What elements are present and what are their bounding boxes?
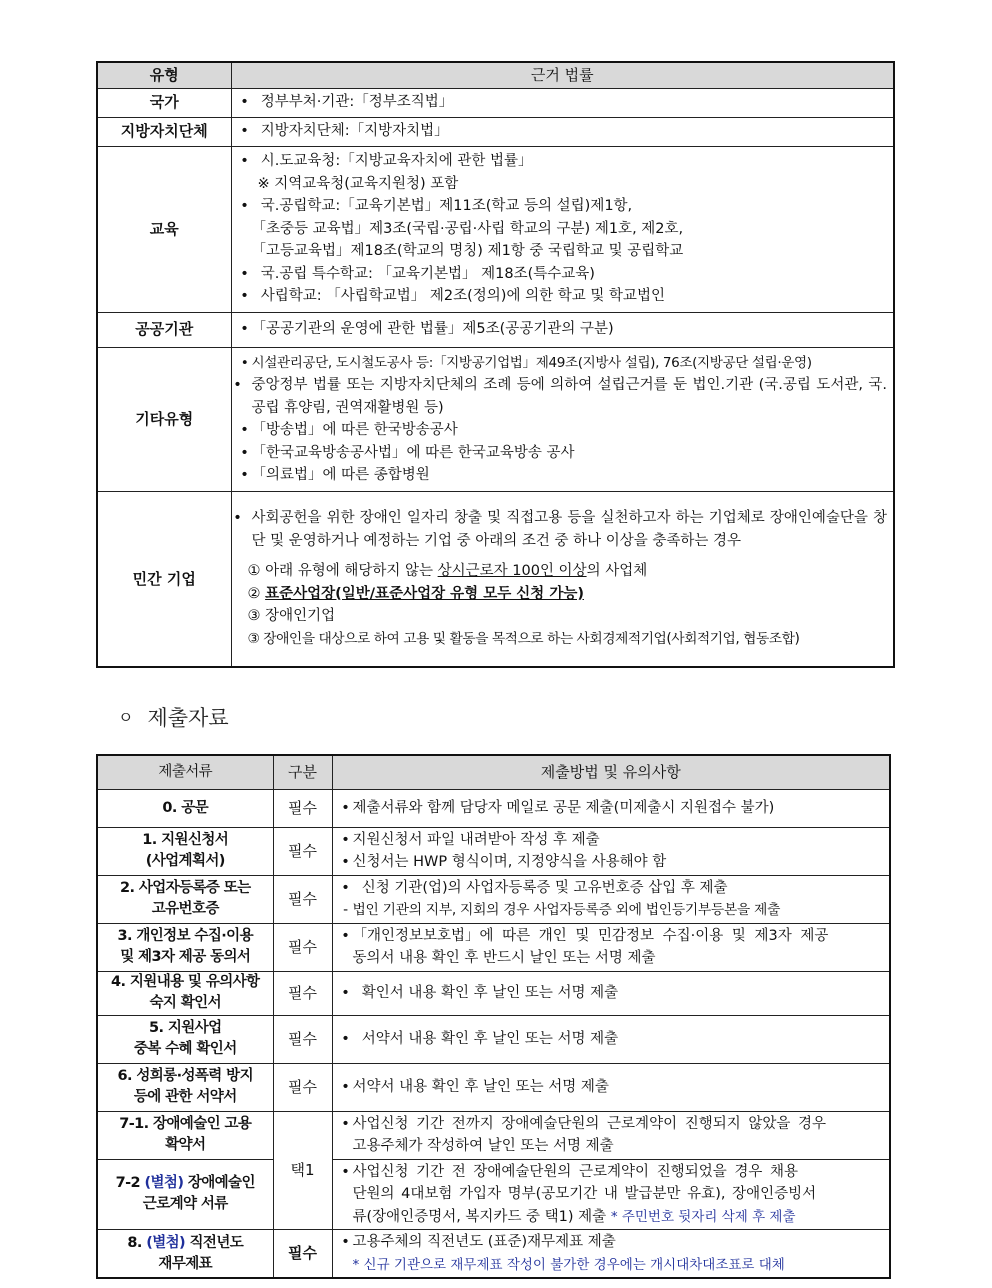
table-row [97,827,890,875]
bullet-icon: • [341,927,350,944]
table-row [97,875,890,923]
bullet-icon: • [240,94,249,111]
category-cell: 필수 [273,875,332,923]
bullet-icon: • [240,444,249,461]
document-cell: 3. 개인정보 수집·이용 및 제3자 제공 동의서 [97,923,273,971]
type-cell: 기타유형 [97,347,231,491]
bullet-icon: • [240,265,249,282]
circle-bullet-icon: ㅇ [118,708,134,727]
document-cell: 4. 지원내용 및 유의사항 숙지 확인서 [97,971,273,1015]
basis-cell: • 정부부처·기관:「정부조직법」 [231,88,894,117]
bullet-icon: • [341,854,350,870]
bullet-icon: • [240,422,249,438]
bullet-icon: • [233,510,242,527]
document-cell: 7-2 (별첨) 장애예술인 근로계약 서류 [97,1159,273,1230]
basis-cell: • 시설관리공단, 도시철도공사 등:「지방공기업법」제49조(지방사 설립), 76조(지방공단 설립·운영) • 중앙정부 법률 또는 지방자치단체의 조례 등에 의하여 설립근거를 둔 법인.기관 (국.공립 도서관, 국.공립 휴양림, 권역재활병원 등) • 「방송법」에 따른 한국방송공사 • 「한국교육방송공사법」에 따른 한국교육방송 공사 • 「의료법」에 따른 종합병원 [231,347,894,491]
table-header-row [97,62,894,88]
attachment-tag: (별첨) [146,1234,186,1251]
document-cell: 1. 지원신청서 (사업계획서) [97,827,273,875]
notes-cell: • 고용주체의 직전년도 (표준)재무제표 제출 * 신규 기관으로 재무제표 작성이 불가한 경우에는 개시대차대조표로 대체 [332,1230,890,1279]
document-cell: 0. 공문 [97,789,273,827]
condition-item: ② 표준사업장(일반/표준사업장 유형 모두 신청 가능) [247,585,584,602]
bullet-icon: • [233,377,242,393]
type-cell: 민간 기업 [97,491,231,667]
type-cell: 지방자치단체 [97,117,231,146]
table-row [97,1159,890,1230]
table-row [97,312,894,347]
table-row [97,1015,890,1063]
header-basis-law: 근거 법률 [231,62,894,88]
notes-cell: • 신청 기관(업)의 사업자등록증 및 고유번호증 삽입 후 제출 - 법인 기관의 지부, 지회의 경우 사업자등록증 외에 법인등기부등본을 제출 [332,875,890,923]
bullet-icon: • [240,467,249,483]
table-row [97,347,894,491]
header-type: 유형 [97,62,231,88]
notes-cell: • 「개인정보보호법」에 따른 개인 및 민감정보 수집·이용 및 제3자 제공 동의서 내용 확인 후 반드시 날인 또는 서명 제출 [332,923,890,971]
legal-basis-table [96,61,895,668]
type-cell: 국가 [97,88,231,117]
bullet-icon: • [341,1030,350,1047]
category-cell: 필수 [273,923,332,971]
bullet-icon: • [341,1163,350,1180]
basis-cell: • 사회공헌을 위한 장애인 일자리 창출 및 직접고용 등을 실천하고자 하는 기업체로 장애인예술단을 창단 및 운영하거나 예정하는 기업 중 아래의 조건 중 하나 이상을 충족하는 경우 ① 아래 유형에 해당하지 않는 상시근로자 100인 이상의 사업체 ② 표준사업장(일반/표준사업장 유형 모두 신청 가능) ③ 장애인기업 ③ 장애인을 대상으로 하여 고용 및 활동을 목적으로 하는 사회경제적기업(사회적기업, 협동조합) [231,491,894,667]
bullet-icon: • [341,799,350,816]
bullet-icon: • [341,879,350,896]
basis-cell: • 시.도교육청:「지방교육자치에 관한 법률」 ※ 지역교육청(교육지원청) 포함 • 국.공립학교:「교육기본법」제11조(학교 등의 설립)제1항, 「초중등 교육법」제3조(국립·공립·사립 학교의 구분) 제1호, 제2호, 「고등교육법」제18조(학교의 명칭) 제1항 중 국립학교 및 공립학교 • 국.공립 특수학교: 「교육기본법」 제18조(특수교육) • 사립학교: 「사립학교법」 제2조(정의)에 의한 학교 및 학교법인 [231,146,894,312]
bullet-icon: • [240,153,249,170]
bullet-icon: • [341,1234,350,1250]
bullet-icon: • [240,288,249,305]
document-cell: 8. (별첨) 직전년도 재무제표 [97,1230,273,1279]
condition-item: ① 아래 유형에 해당하지 않는 상시근로자 100인 이상의 사업체 [247,563,648,580]
category-cell: 필수 [273,1015,332,1063]
table-row [97,146,894,312]
condition-item: ③ 장애인을 대상으로 하여 고용 및 활동을 목적으로 하는 사회경제적기업(사회적기업, 협동조합) [247,630,800,647]
header-method-notes: 제출방법 및 유의사항 [332,755,890,789]
table-row [97,1063,890,1111]
category-cell: 필수 [273,1063,332,1111]
category-cell: 필수 [273,971,332,1015]
table-row [97,117,894,146]
table-row [97,971,890,1015]
table-row [97,491,894,667]
header-document: 제출서류 [97,755,273,789]
note-text: * 주민번호 뒷자리 삭제 후 제출 [610,1208,796,1225]
section-title: 제출자료 [147,706,229,730]
category-cell: 택1 [273,1111,332,1230]
document-cell: 6. 성희롱·성폭력 방지 등에 관한 서약서 [97,1063,273,1111]
table-row [97,1230,890,1279]
document-cell: 7-1. 장애예술인 고용 확약서 [97,1111,273,1159]
note-text: * 신규 기관으로 재무제표 작성이 불가한 경우에는 개시대차대조표로 대체 [352,1256,785,1273]
bullet-icon: • [240,321,249,338]
bullet-icon: • [341,831,350,848]
notes-cell: • 서약서 내용 확인 후 날인 또는 서명 제출 [332,1015,890,1063]
type-cell: 교육 [97,146,231,312]
table-row [97,789,890,827]
table-row [97,923,890,971]
notes-cell: • 확인서 내용 확인 후 날인 또는 서명 제출 [332,971,890,1015]
document-cell: 5. 지원사업 중복 수혜 확인서 [97,1015,273,1063]
condition-item: ③ 장애인기업 [247,608,336,625]
header-category: 구분 [273,755,332,789]
table-row [97,88,894,117]
type-cell: 공공기관 [97,312,231,347]
section-heading [118,702,229,732]
notes-cell: • 사업신청 기간 전 장애예술단원의 근로계약이 진행되었을 경우 채용 단원의 4대보험 가입자 명부(공모기간 내 발급분만 유효), 장애인증빙서 류(장애인증명서, 복지카드 중 택1) 제출 * 주민번호 뒷자리 삭제 후 제출 [332,1159,890,1230]
table-row [97,1111,890,1159]
bullet-icon: • [341,984,350,1001]
submission-documents-table [96,754,891,1279]
category-cell: 필수 [273,1230,332,1279]
notes-cell: • 사업신청 기간 전까지 장애예술단원의 근로계약이 진행되지 않았을 경우 고용주체가 작성하여 날인 또는 서명 제출 [332,1111,890,1159]
dash-icon: - [343,902,348,918]
bullet-icon: • [341,1078,350,1095]
notes-cell: • 제출서류와 함께 담당자 메일로 공문 제출(미제출시 지원접수 불가) [332,789,890,827]
category-cell: 필수 [273,789,332,827]
bullet-icon: • [240,198,249,215]
table-header-row [97,755,890,789]
bullet-icon: • [341,1115,350,1132]
basis-cell: • 「공공기관의 운영에 관한 법률」제5조(공공기관의 구분) [231,312,894,347]
basis-cell: • 지방자치단체:「지방자치법」 [231,117,894,146]
notes-cell: • 서약서 내용 확인 후 날인 또는 서명 제출 [332,1063,890,1111]
bullet-icon: • [240,354,249,371]
attachment-tag: (별첨) [144,1175,184,1192]
notes-cell: • 지원신청서 파일 내려받아 작성 후 제출 • 신청서는 HWP 형식이며, 지정양식을 사용해야 함 [332,827,890,875]
category-cell: 필수 [273,827,332,875]
document-cell: 2. 사업자등록증 또는 고유번호증 [97,875,273,923]
bullet-icon: • [240,123,249,140]
